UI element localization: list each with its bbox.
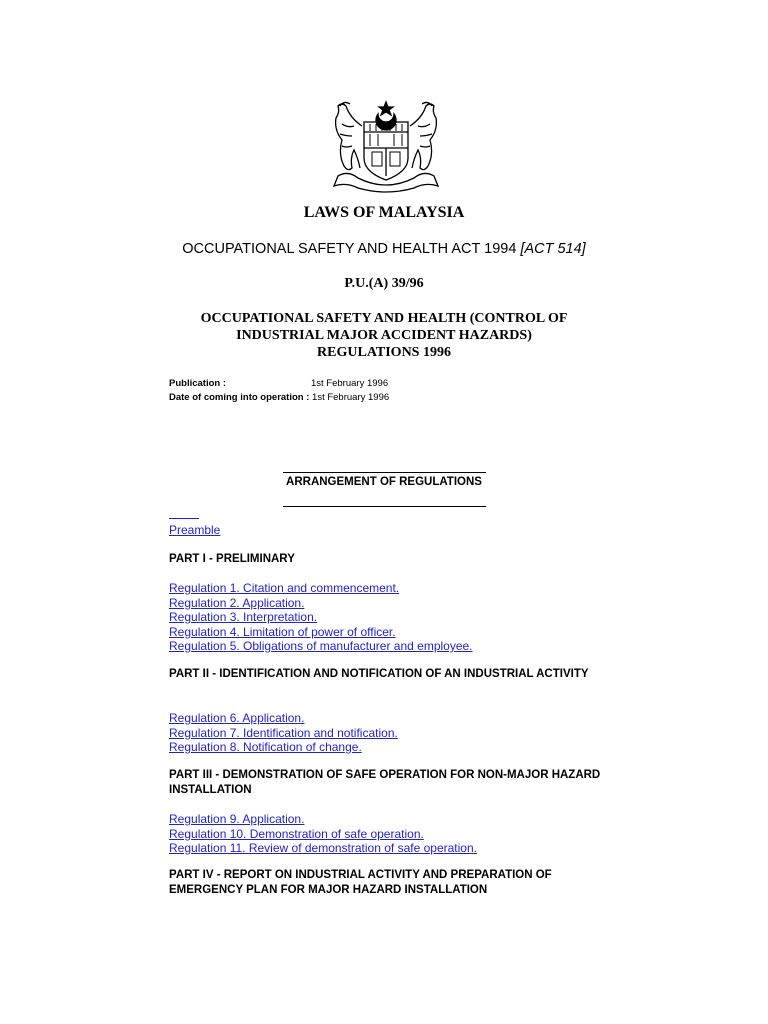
regulation-link[interactable]: Regulation 3. Interpretation. — [169, 610, 318, 624]
regulation-title-line: INDUSTRIAL MAJOR ACCIDENT HAZARDS) — [236, 328, 532, 343]
regulation-link[interactable]: Regulation 7. Identification and notification. — [169, 725, 398, 740]
arrangement-heading: ARRANGEMENT OF REGULATIONS — [286, 476, 482, 488]
part-1-links — [169, 581, 473, 654]
regulation-link[interactable]: Regulation 9. Application. — [169, 812, 305, 826]
act-title — [0, 241, 768, 257]
regulation-link[interactable]: Regulation 2. Application. — [169, 595, 305, 610]
regulation-link[interactable]: Regulation 5. Obligations of manufacturer and employee. — [169, 639, 473, 653]
pu-number: P.U.(A) 39/96 — [344, 276, 424, 291]
operation-value: 1st February 1996 — [312, 391, 390, 403]
act-number: [ACT 514] — [520, 241, 586, 257]
act-title-text: OCCUPATIONAL SAFETY AND HEALTH ACT 1994 — [182, 241, 517, 257]
regulation-link[interactable]: Regulation 6. Application. — [169, 711, 305, 725]
regulation-title — [0, 310, 768, 361]
publication-value: 1st February 1996 — [311, 378, 389, 389]
part-heading: PART II - IDENTIFICATION AND NOTIFICATION OF AN INDUSTRIAL ACTIVITY — [169, 668, 589, 680]
preamble-link[interactable]: Preamble — [169, 523, 221, 537]
part-heading: PART I - PRELIMINARY — [169, 553, 295, 565]
divider-top — [283, 472, 486, 473]
divider-bottom — [283, 506, 486, 507]
anchor-underline — [169, 518, 199, 519]
regulation-title-line: OCCUPATIONAL SAFETY AND HEALTH (CONTROL OF — [200, 311, 568, 326]
regulation-title-line: REGULATIONS 1996 — [317, 345, 451, 360]
regulation-link[interactable]: Regulation 11. Review of demonstration of safe operation. — [169, 841, 477, 855]
part-heading: PART IV - REPORT ON INDUSTRIAL ACTIVITY AND PREPARATION OF EMERGENCY PLAN FOR MAJOR HAZARD INSTALLATION — [169, 869, 552, 896]
regulation-link[interactable]: Regulation 10. Demonstration of safe operation. — [169, 826, 424, 841]
coat-of-arms-icon — [328, 96, 444, 196]
part-3-links — [169, 812, 477, 856]
operation-label: Date of coming into operation : — [169, 391, 310, 403]
part-heading: PART III - DEMONSTRATION OF SAFE OPERATION FOR NON-MAJOR HAZARD INSTALLATION — [169, 769, 601, 796]
regulation-link[interactable]: Regulation 1. Citation and commencement. — [169, 581, 400, 595]
regulation-link[interactable]: Regulation 4. Limitation of power of officer. — [169, 624, 396, 639]
publication-label: Publication : — [169, 378, 226, 389]
publication-info — [169, 377, 389, 404]
document-title: LAWS OF MALAYSIA — [303, 204, 465, 221]
regulation-link[interactable]: Regulation 8. Notification of change. — [169, 740, 362, 754]
part-2-links — [169, 711, 398, 755]
